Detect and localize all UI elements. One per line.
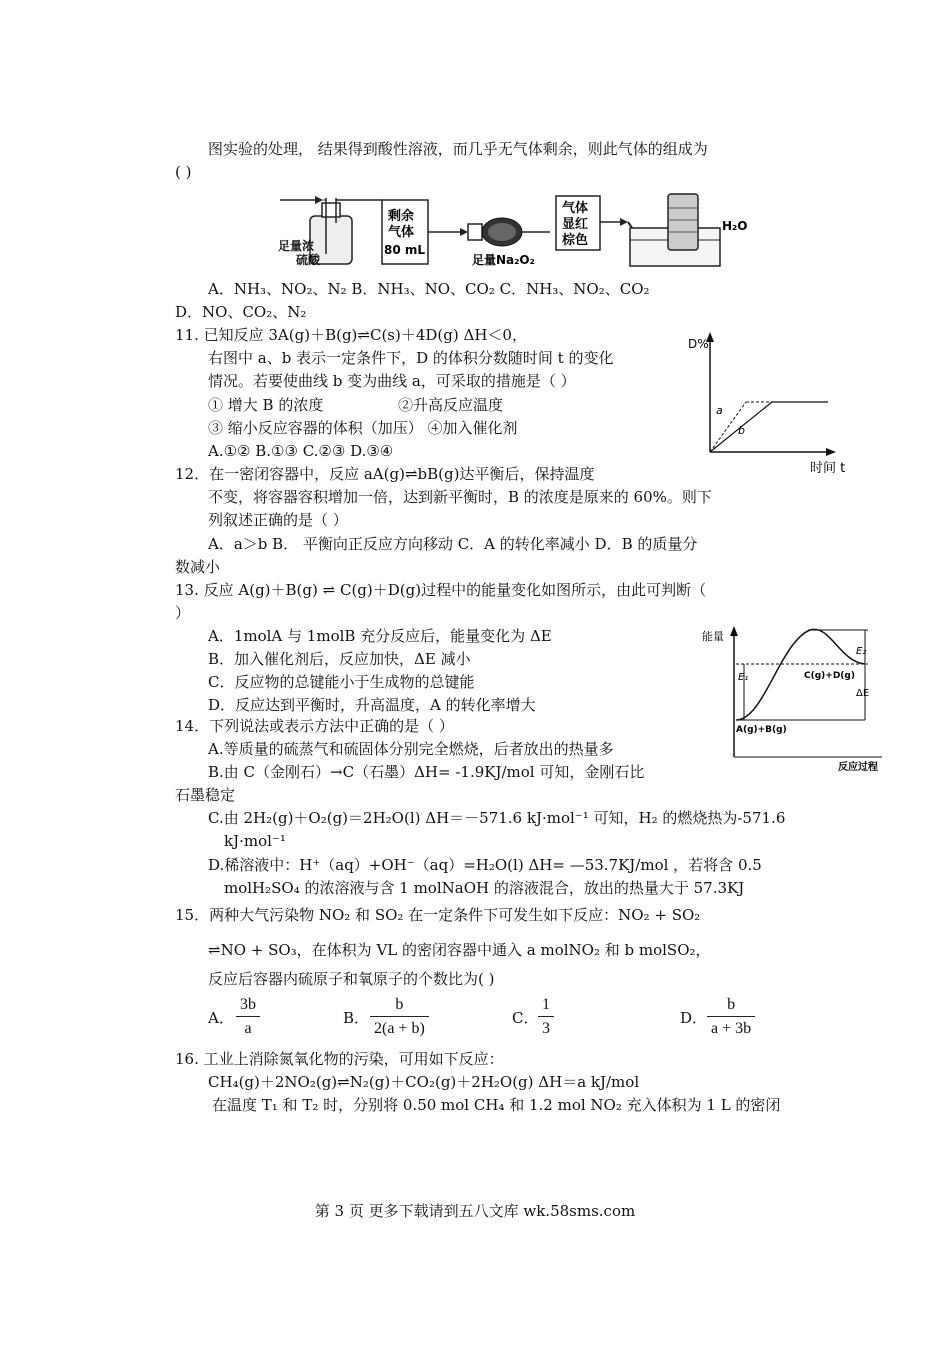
q11-stem-line1: 11. 已知反应 3A(g)＋B(g)⇌C(s)＋4D(g) ΔH＜0， <box>175 326 527 344</box>
q13-option-b: B．加入催化剂后，反应加快，ΔE 减小 <box>208 650 471 668</box>
q15-option-a-label: A． <box>208 1009 234 1027</box>
page-footer: 第 3 页 更多下载请到五八文库 wk.58sms.com <box>314 1202 636 1220</box>
acid-label-1: 足量浓 <box>278 239 315 253</box>
q15-option-d-num: b <box>707 994 755 1017</box>
q15-option-c-fraction <box>538 994 554 1041</box>
curve-a-label: a <box>716 404 723 417</box>
q10-apparatus-diagram <box>270 188 760 270</box>
q13-stem-line2: ） <box>175 604 191 622</box>
q16-stem-line1: 16. 工业上消除氮氧化物的污染，可用如下反应： <box>175 1050 504 1068</box>
products-label: C(g)+D(g) <box>804 671 855 681</box>
q11-options: A.①② B.①③ C.②③ D.③④ <box>208 442 394 460</box>
q10-options-line2: D．NO、CO₂、N₂ <box>175 303 307 321</box>
q10-text-line1: 图实验的处理， 结果得到酸性溶液，而几乎无气体剩余，则此气体的组成为 <box>208 140 708 158</box>
q13-option-d: D．反应达到平衡时，升高温度，A 的转化率增大 <box>208 696 536 714</box>
q14-option-d-line2: molH₂SO₄ 的浓溶液与含 1 molNaOH 的溶液混合，放出的热量大于 57.3KJ <box>224 879 745 897</box>
q14-option-a: A.等质量的硫蒸气和硫固体分别完全燃烧，后者放出的热量多 <box>208 740 614 758</box>
q13-y-label: 能量 <box>702 630 724 643</box>
q15-option-b-fraction <box>370 994 429 1041</box>
de-label: ΔE <box>856 688 870 699</box>
q15-option-b-label: B． <box>343 1009 370 1027</box>
gas-label-a: 剩余 <box>388 209 415 224</box>
q14-option-c-line2: kJ·mol⁻¹ <box>224 832 286 850</box>
reactants-label: A(g)+B(g) <box>736 725 787 735</box>
q11-choice-2: ②升高反应温度 <box>398 396 504 414</box>
q12-stem-line2: 不变，将容器容积增加一倍，达到新平衡时，B 的浓度是原来的 60%。则下 <box>208 488 712 506</box>
q15-option-c-label: C． <box>512 1009 539 1027</box>
q15-option-c-num: 1 <box>538 994 554 1017</box>
q10-answer-blank: ( ) <box>175 163 192 181</box>
q11-x-label: 时间 t <box>810 461 846 475</box>
q11-y-label: D% <box>688 337 709 351</box>
q13-option-a: A．1molA 与 1molB 充分反应后，能量变化为 ΔE <box>208 627 552 645</box>
q11-choice-1: ① 增大 B 的浓度 <box>208 396 324 414</box>
q11-choice-34: ③ 缩小反应容器的体积（加压） ④加入催化剂 <box>208 419 518 437</box>
red-label-b: 显红 <box>562 217 589 232</box>
water-label: H₂O <box>722 219 748 233</box>
q13-energy-diagram <box>700 622 890 774</box>
curve-b-label: b <box>738 424 745 437</box>
q11-stem-line3: 情况。若要使曲线 b 变为曲线 a，可采取的措施是（ ） <box>208 372 576 390</box>
red-label-a: 气体 <box>562 201 589 216</box>
q15-option-a-fraction <box>236 994 260 1041</box>
na2o2-label: 足量Na₂O₂ <box>472 253 535 267</box>
q14-option-d-line1: D.稀溶液中：H⁺（aq）+OH⁻（aq）=H₂O(l) ΔH= —53.7KJ/mol ，若将含 0.5 <box>208 856 762 874</box>
q12-options-line1: A．a＞b B． 平衡向正反应方向移动 C．A 的转化率减小 D．B 的质量分 <box>208 535 698 553</box>
q10-options-line1: A．NH₃、NO₂、N₂ B．NH₃、NO、CO₂ C．NH₃、NO₂、CO₂ <box>208 280 650 298</box>
q15-option-a-num: 3b <box>236 994 260 1017</box>
q14-option-c-line1: C.由 2H₂(g)＋O₂(g)＝2H₂O(l) ΔH＝－571.6 kJ·mol⁻¹ 可知，H₂ 的燃烧热为-571.6 <box>208 809 786 827</box>
q14-option-b-line2: 石墨稳定 <box>175 786 236 804</box>
q11-time-graph <box>680 330 850 475</box>
q15-option-b-num: b <box>370 994 429 1017</box>
e2-label: E₂ <box>856 646 867 657</box>
q15-stem-line3: 反应后容器内硫原子和氧原子的个数比为( ) <box>208 970 495 988</box>
gas-label-b: 气体 <box>388 225 415 240</box>
q15-option-d-label: D． <box>680 1009 708 1027</box>
q11-stem-line2: 右图中 a、b 表示一定条件下，D 的体积分数随时间 t 的变化 <box>208 349 614 367</box>
q15-stem-line2: ⇌NO + SO₃，在体积为 VL 的密闭容器中通入 a molNO₂ 和 b molSO₂， <box>208 941 711 959</box>
q15-stem-line1: 15．两种大气污染物 NO₂ 和 SO₂ 在一定条件下可发生如下反应：NO₂ + SO₂ <box>175 906 701 924</box>
q15-option-b-den: 2(a + b) <box>374 1020 425 1037</box>
gas-label-c: 80 mL <box>384 243 426 257</box>
q16-equation: CH₄(g)＋2NO₂(g)⇌N₂(g)＋CO₂(g)＋2H₂O(g) ΔH＝a kJ/mol <box>208 1073 640 1091</box>
q15-option-c-den: 3 <box>542 1020 550 1037</box>
q13-stem-line1: 13. 反应 A(g)＋B(g) ⇌ C(g)＋D(g)过程中的能量变化如图所示，由此可判断（ <box>175 581 707 599</box>
q13-option-c: C．反应物的总键能小于生成物的总键能 <box>208 673 475 691</box>
q15-option-d-den: a + 3b <box>711 1020 752 1037</box>
q14-option-b-line1: B.由 C（金刚石）→C（石墨）ΔH= -1.9KJ/mol 可知，金刚石比 <box>208 763 645 781</box>
acid-label-2: 硫酸 <box>296 253 321 267</box>
q12-options-line2: 数减小 <box>175 558 221 576</box>
q15-option-d-fraction <box>707 994 755 1041</box>
e1-label: E₁ <box>738 672 749 683</box>
q15-option-a-den: a <box>244 1020 252 1037</box>
q13-x-label: 反应过程 <box>838 762 878 773</box>
red-label-c: 棕色 <box>562 233 589 248</box>
q12-stem-line1: 12．在一密闭容器中，反应 aA(g)⇌bB(g)达平衡后，保持温度 <box>175 465 595 483</box>
q14-stem: 14．下列说法或表示方法中正确的是（ ） <box>175 717 454 735</box>
q16-stem-line3: 在温度 T₁ 和 T₂ 时，分别将 0.50 mol CH₄ 和 1.2 mol NO₂ 充入体积为 1 L 的密闭 <box>212 1096 781 1114</box>
q12-stem-line3: 列叙述正确的是（ ） <box>208 511 348 529</box>
